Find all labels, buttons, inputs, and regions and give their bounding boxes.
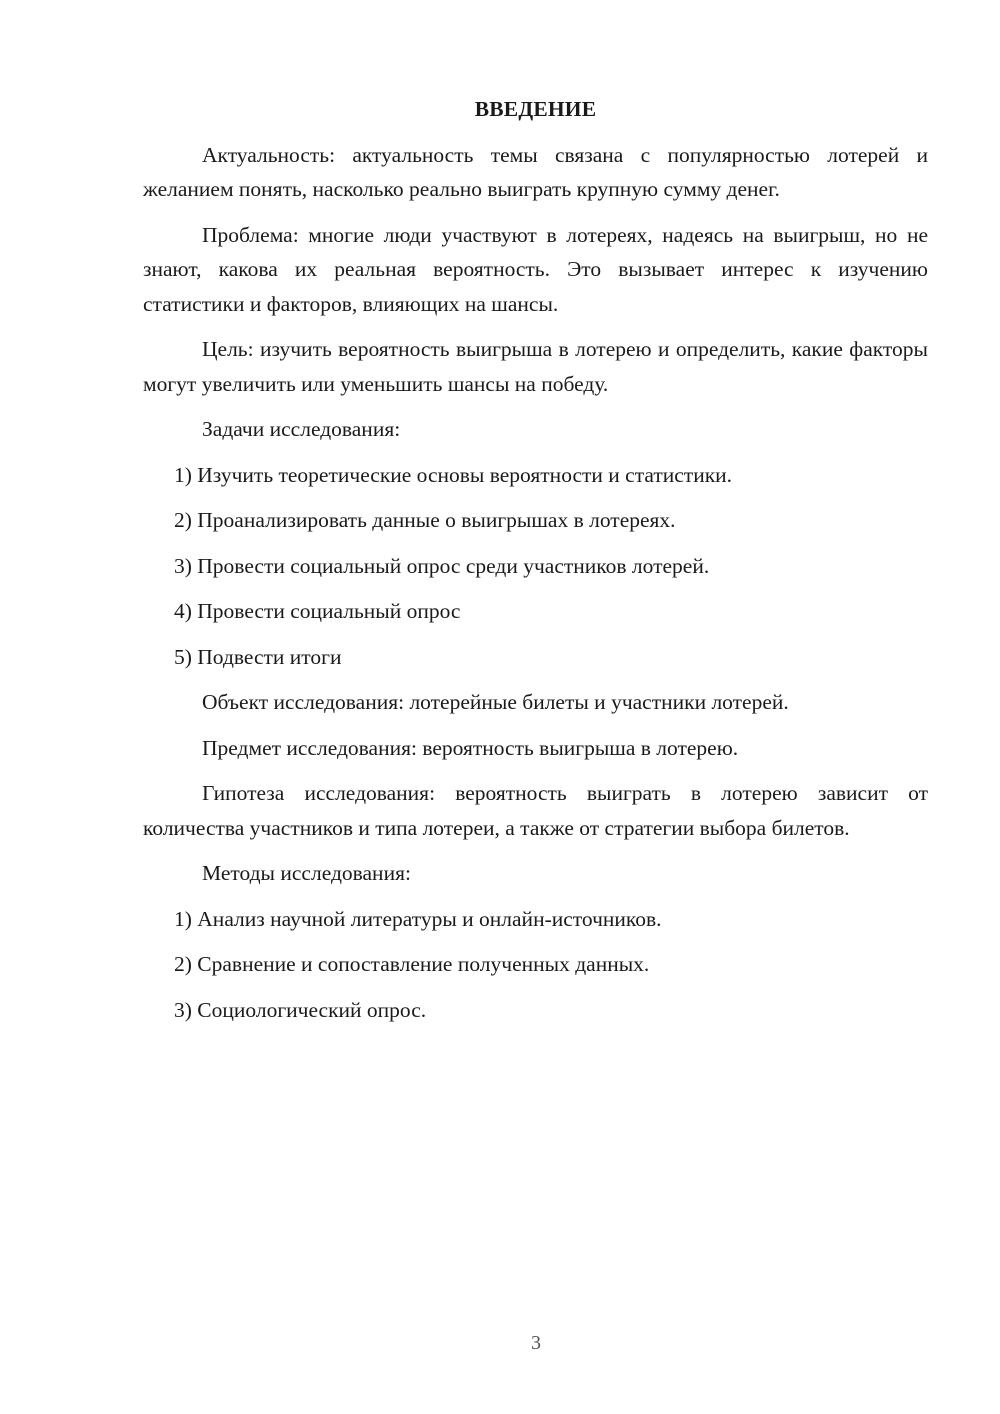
method-item: 1) Анализ научной литературы и онлайн-источников.: [174, 906, 662, 931]
hypothesis-paragraph: Гипотеза исследования: вероятность выиграть в лотерею зависит от количества участников и типа лотереи, а также от стратегии выбора билетов.: [143, 781, 928, 840]
methods-title: Методы исследования:: [202, 861, 411, 885]
subject-paragraph: Предмет исследования: вероятность выигрыша в лотерею.: [202, 735, 739, 760]
object-paragraph: Объект исследования: лотерейные билеты и участники лотерей.: [202, 690, 789, 714]
method-item: 2) Сравнение и сопоставление полученных данных.: [174, 952, 650, 976]
task-item: 4) Провести социальный опрос: [174, 599, 461, 623]
relevance-paragraph: Актуальность: актуальность темы связана с популярностью лотерей и желанием понять, насколько реально выиграть крупную сумму денег.: [143, 142, 928, 201]
task-item: 5) Подвести итоги: [174, 644, 342, 669]
document-page: [143, 92, 928, 1038]
task-item: 1) Изучить теоретические основы вероятности и статистики.: [174, 462, 733, 487]
goal-paragraph: Цель: изучить вероятность выигрыша в лотерею и определить, какие факторы могут увеличить или уменьшить шансы на победу.: [143, 337, 928, 396]
tasks-title: Задачи исследования:: [202, 417, 401, 441]
method-item: 3) Социологический опрос.: [174, 997, 427, 1022]
page-title: ВВЕДЕНИЕ: [474, 97, 597, 121]
page-number: 3: [531, 1332, 541, 1354]
task-item: 3) Провести социальный опрос среди участников лотерей.: [174, 553, 710, 578]
problem-paragraph: Проблема: многие люди участвуют в лотереях, надеясь на выигрыш, но не знают, какова их реальная вероятность. Это вызывает интерес к изучению статистики и факторов, влияющих на шансы.: [143, 222, 928, 316]
task-item: 2) Проанализировать данные о выигрышах в лотереях.: [174, 508, 676, 532]
